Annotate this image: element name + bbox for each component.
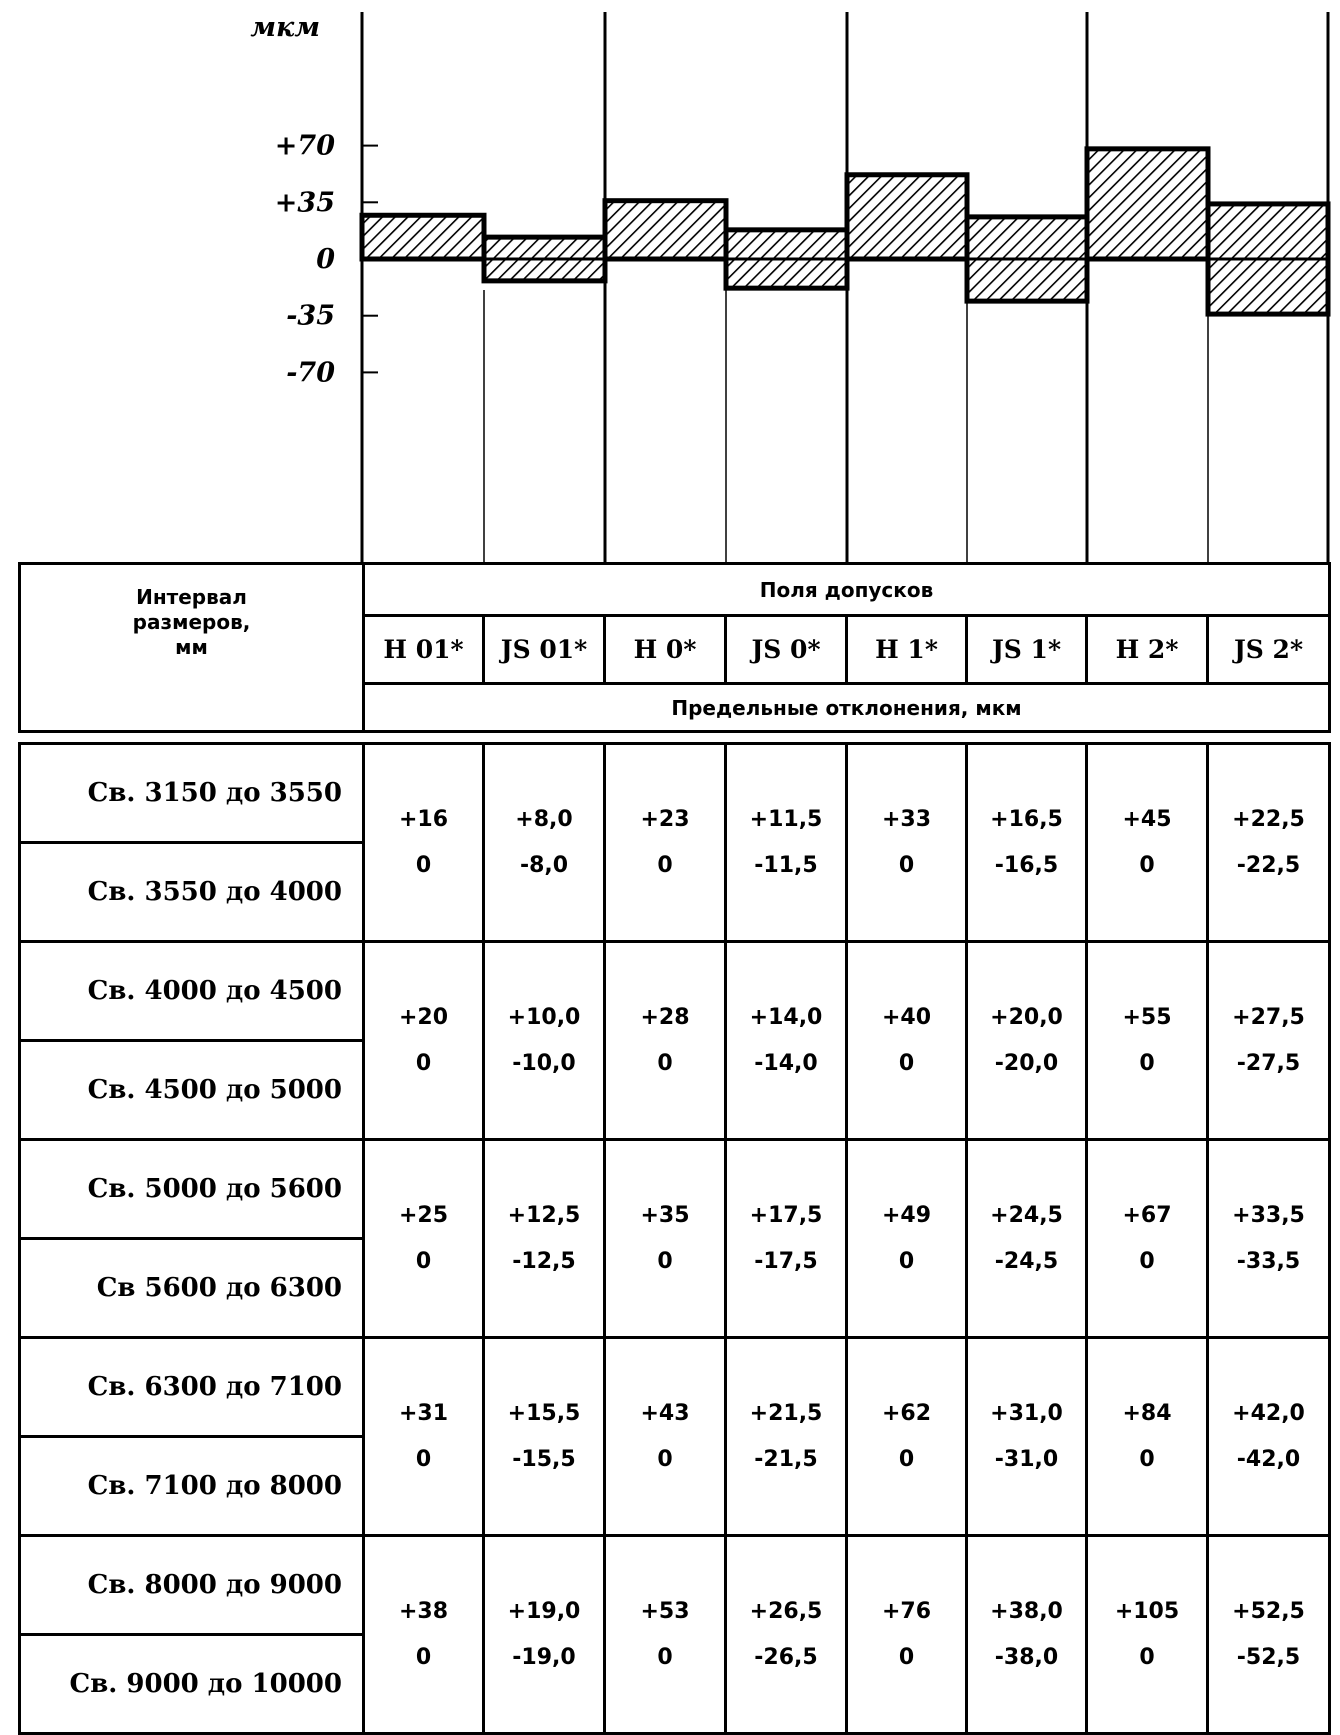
upper-deviation: +35 (640, 1202, 690, 1228)
upper-deviation: +12,5 (507, 1202, 581, 1228)
lower-deviation: -27,5 (1236, 1050, 1301, 1076)
table-row (20, 1338, 1330, 1437)
interval-header (20, 564, 364, 732)
deviation-cell (364, 744, 484, 942)
upper-deviation: +27,5 (1232, 1004, 1305, 1030)
y-tick-label: +70 (274, 130, 335, 162)
upper-deviation: +17,5 (749, 1202, 823, 1228)
lower-deviation: 0 (657, 1446, 673, 1472)
deviations-header: Предельные отклонения, мкм (364, 684, 1330, 732)
tolerance-chart (0, 0, 1340, 562)
tolerance-bar (362, 215, 484, 259)
upper-deviation: +14,0 (749, 1004, 823, 1030)
deviation-cell (605, 1536, 726, 1734)
lower-deviation: 0 (898, 1644, 915, 1670)
upper-deviation: +31,0 (990, 1400, 1063, 1426)
deviation-cell (364, 942, 484, 1140)
lower-deviation: -15,5 (512, 1446, 576, 1472)
lower-deviation: 0 (415, 852, 432, 878)
deviation-cell (847, 1140, 967, 1338)
deviation-cell (726, 1140, 847, 1338)
upper-deviation: +38 (398, 1598, 449, 1624)
lower-deviation: 0 (415, 1644, 432, 1670)
upper-deviation: +105 (1114, 1598, 1180, 1624)
upper-deviation: +15,5 (507, 1400, 581, 1426)
interval-header-line-2: размеров, (132, 610, 251, 634)
interval-label: Св. 4000 до 4500 (20, 942, 364, 1041)
table-row (20, 744, 1330, 843)
lower-deviation: -24,5 (994, 1248, 1059, 1274)
lower-deviation: -14,0 (754, 1050, 818, 1076)
lower-deviation: -19,0 (512, 1644, 576, 1670)
interval-label: Св. 4500 до 5000 (20, 1041, 364, 1140)
upper-deviation: +22,5 (1232, 806, 1305, 832)
deviation-cell (605, 1140, 726, 1338)
upper-deviation: +23 (640, 806, 690, 832)
lower-deviation: 0 (1139, 1050, 1155, 1076)
lower-deviation: -10,0 (512, 1050, 576, 1076)
lower-deviation: 0 (657, 852, 673, 878)
upper-deviation: +24,5 (990, 1202, 1063, 1228)
lower-deviation: 0 (898, 1248, 915, 1274)
deviation-cell (726, 1536, 847, 1734)
upper-deviation: +10,0 (507, 1004, 581, 1030)
lower-deviation: -8,0 (519, 852, 569, 878)
lower-deviation: -31,0 (994, 1446, 1059, 1472)
deviation-cell (605, 744, 726, 942)
deviation-cell (1087, 1140, 1208, 1338)
upper-deviation: +42,0 (1232, 1400, 1305, 1426)
lower-deviation: 0 (415, 1050, 432, 1076)
tolerance-table (18, 562, 1331, 1735)
lower-deviation: -16,5 (994, 852, 1059, 878)
interval-label: Св. 5000 до 5600 (20, 1140, 364, 1239)
deviation-cell (484, 744, 605, 942)
y-tick-label: -70 (286, 357, 335, 389)
column-header: JS 0* (726, 616, 847, 684)
deviation-cell (967, 942, 1087, 1140)
deviation-cell (967, 1140, 1087, 1338)
lower-deviation: 0 (898, 1050, 915, 1076)
upper-deviation: +52,5 (1232, 1598, 1305, 1624)
upper-deviation: +33 (881, 806, 932, 832)
lower-deviation: 0 (898, 1446, 915, 1472)
deviation-cell (967, 1338, 1087, 1536)
interval-label: Св 5600 до 6300 (20, 1239, 364, 1338)
lower-deviation: 0 (657, 1050, 673, 1076)
upper-deviation: +84 (1122, 1400, 1172, 1426)
column-header: JS 01* (484, 616, 605, 684)
column-header: H 2* (1087, 616, 1208, 684)
lower-deviation: 0 (657, 1644, 673, 1670)
interval-header-line-3: мм (175, 635, 208, 659)
column-header: JS 1* (967, 616, 1087, 684)
deviation-cell (1087, 744, 1208, 942)
upper-deviation: +38,0 (990, 1598, 1063, 1624)
y-tick-label: 0 (316, 244, 335, 275)
header-gap (20, 732, 1330, 744)
chart-unit-label: мкм (250, 12, 320, 43)
upper-deviation: +31 (398, 1400, 449, 1426)
lower-deviation: 0 (1139, 1446, 1155, 1472)
interval-label: Св. 3150 до 3550 (20, 744, 364, 843)
deviation-cell (726, 1338, 847, 1536)
upper-deviation: +76 (881, 1598, 932, 1624)
upper-deviation: +67 (1122, 1202, 1172, 1228)
lower-deviation: -38,0 (994, 1644, 1059, 1670)
upper-deviation: +20 (398, 1004, 449, 1030)
interval-label: Св. 9000 до 10000 (20, 1635, 364, 1734)
interval-label: Св. 8000 до 9000 (20, 1536, 364, 1635)
interval-label: Св. 6300 до 7100 (20, 1338, 364, 1437)
deviation-cell (1208, 744, 1330, 942)
deviation-cell (847, 1536, 967, 1734)
upper-deviation: +28 (640, 1004, 690, 1030)
deviation-cell (967, 744, 1087, 942)
deviation-cell (484, 942, 605, 1140)
upper-deviation: +25 (398, 1202, 449, 1228)
lower-deviation: -26,5 (754, 1644, 818, 1670)
deviation-cell (1208, 1338, 1330, 1536)
lower-deviation: -21,5 (754, 1446, 818, 1472)
deviation-cell (364, 1536, 484, 1734)
lower-deviation: -12,5 (512, 1248, 576, 1274)
deviation-cell (847, 1338, 967, 1536)
lower-deviation: 0 (1139, 852, 1155, 878)
y-tick-label: +35 (274, 187, 335, 219)
interval-label: Св. 7100 до 8000 (20, 1437, 364, 1536)
lower-deviation: -33,5 (1236, 1248, 1301, 1274)
deviation-cell (1087, 942, 1208, 1140)
lower-deviation: 0 (1139, 1644, 1155, 1670)
upper-deviation: +8,0 (515, 806, 573, 832)
fields-header: Поля допусков (364, 564, 1330, 616)
upper-deviation: +19,0 (507, 1598, 581, 1624)
y-tick-label: -35 (286, 300, 335, 332)
column-header: H 1* (847, 616, 967, 684)
upper-deviation: +45 (1122, 806, 1172, 832)
table-row (20, 1140, 1330, 1239)
interval-label: Св. 3550 до 4000 (20, 843, 364, 942)
upper-deviation: +33,5 (1232, 1202, 1305, 1228)
lower-deviation: 0 (415, 1446, 432, 1472)
upper-deviation: +21,5 (749, 1400, 823, 1426)
upper-deviation: +40 (881, 1004, 932, 1030)
upper-deviation: +26,5 (749, 1598, 823, 1624)
deviation-cell (1087, 1338, 1208, 1536)
deviation-cell (484, 1140, 605, 1338)
deviation-cell (847, 744, 967, 942)
tolerance-bar (1087, 149, 1208, 259)
upper-deviation: +16,5 (990, 806, 1063, 832)
lower-deviation: -22,5 (1236, 852, 1301, 878)
deviation-cell (364, 1140, 484, 1338)
table-row (20, 1536, 1330, 1635)
lower-deviation: -42,0 (1236, 1446, 1301, 1472)
deviation-cell (726, 942, 847, 1140)
tolerance-bar (605, 201, 726, 259)
lower-deviation: 0 (1139, 1248, 1155, 1274)
column-header: H 01* (364, 616, 484, 684)
chart-body (275, 12, 1328, 562)
deviation-cell (1208, 1140, 1330, 1338)
lower-deviation: -20,0 (994, 1050, 1059, 1076)
deviation-cell (1087, 1536, 1208, 1734)
deviation-cell (847, 942, 967, 1140)
lower-deviation: -52,5 (1236, 1644, 1301, 1670)
upper-deviation: +55 (1122, 1004, 1172, 1030)
deviation-cell (364, 1338, 484, 1536)
upper-deviation: +20,0 (990, 1004, 1063, 1030)
deviation-cell (484, 1338, 605, 1536)
tolerance-bar (847, 175, 967, 259)
lower-deviation: -17,5 (754, 1248, 818, 1274)
deviation-cell (605, 942, 726, 1140)
upper-deviation: +16 (398, 806, 449, 832)
lower-deviation: 0 (415, 1248, 432, 1274)
column-header: JS 2* (1208, 616, 1330, 684)
upper-deviation: +49 (881, 1202, 932, 1228)
column-header: H 0* (605, 616, 726, 684)
deviation-cell (967, 1536, 1087, 1734)
upper-deviation: +62 (881, 1400, 932, 1426)
lower-deviation: 0 (657, 1248, 673, 1274)
deviation-cell (726, 744, 847, 942)
upper-deviation: +43 (640, 1400, 690, 1426)
deviation-cell (1208, 1536, 1330, 1734)
lower-deviation: -11,5 (754, 852, 818, 878)
deviation-cell (1208, 942, 1330, 1140)
deviation-cell (605, 1338, 726, 1536)
upper-deviation: +53 (640, 1598, 690, 1624)
interval-header-line-1: Интервал (136, 585, 247, 609)
table-row (20, 942, 1330, 1041)
lower-deviation: 0 (898, 852, 915, 878)
upper-deviation: +11,5 (749, 806, 823, 832)
deviation-cell (484, 1536, 605, 1734)
